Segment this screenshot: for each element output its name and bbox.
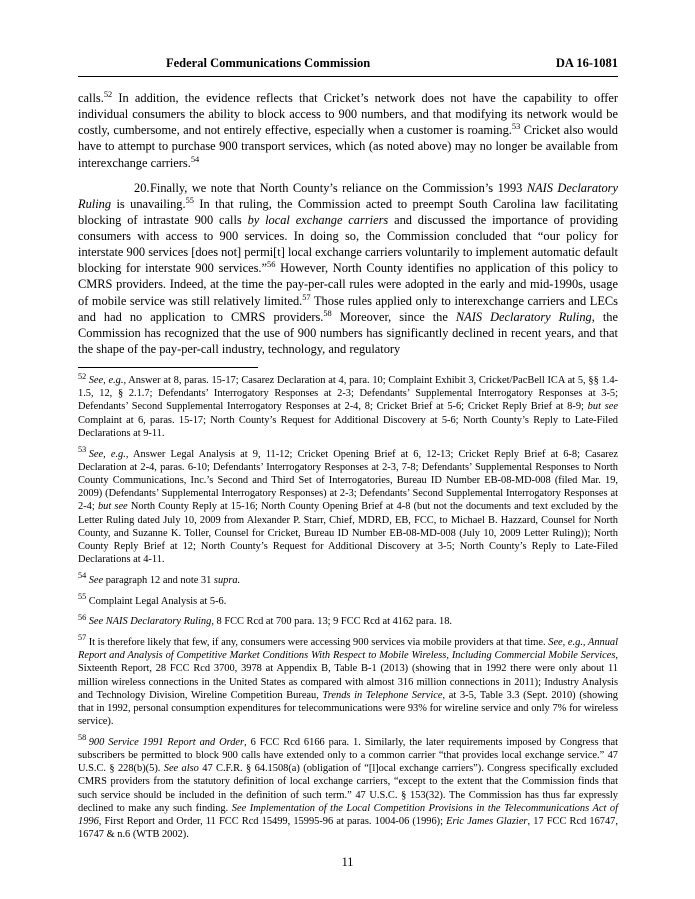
paragraph-20 <box>78 180 618 357</box>
footnote-57 <box>78 633 619 728</box>
footnote-54-text: See paragraph 12 and note 31 supra. <box>88 574 241 586</box>
header-divider <box>78 76 618 77</box>
paragraph-20-number: 20. <box>134 180 150 195</box>
footnote-56-number: 56 <box>78 612 87 622</box>
footnote-53 <box>78 445 618 567</box>
footnote-57-number: 57 <box>78 633 87 643</box>
page-header <box>78 56 618 71</box>
paragraph-19-continued: calls.$^{52}$ In addition, the evidence reflects that Cricket’s network does not have the capability to offer individual consumers the ability to block access to 900 numbers, and that modifying its network would be costly, cumbersome, and not entirely effective, especially when a customer is roaming.$^{53}$ Cricket also would have to attempt to purchase 900 transport services, which (as noted above) may no longer be available from interexchange carriers.$^{54}$ <box>78 89 618 170</box>
footnote-53-text: See, e.g., Answer Legal Analysis at 9, 11-12; Cricket Opening Brief at 6, 12-13; Cricket Reply Brief at 6-8; Casarez Declaration at 2-4, paras. 6-10; Defendants’ Interrogatory Responses at 2-3, 7-8; Defendants’ Supplemental Responses to North County Communications, Inc.’s Second and Third Set of Interrogatories, Bureau ID Number EB-08-MD-008 (filed Mar. 19, 2009) (Defendants’ Supplemental Interrogatory Responses) at 2-3; Defendants’ Second Supplemental Interrogatory Responses at 2-4; but see North County Reply at 15-16; North County Opening Brief at 4-8 (but not the documents and text excluded by the Letter Ruling dated July 10, 2009 from Alexander P. Starr, Chief, MDRD, EB, FCC, to Michael B. Hazzard, Counsel for North County, and Suzanne K. Toller, Counsel for Cricket, Bureau ID Number EB-08-MD-008 (July 10, 2009 Letter Ruling)); North County Reply Brief at 12; North County’s Request for Additional Discovery at 3-5; North County’s Reply to Late-Filed Declarations at 4-11. <box>78 448 618 566</box>
footnotes-section <box>78 371 619 849</box>
header-agency-name: Federal Communications Commission <box>166 56 371 70</box>
footnote-separator <box>78 367 258 368</box>
footnote-55 <box>78 592 618 608</box>
footnote-56 <box>78 612 618 628</box>
footnote-55-text: Complaint Legal Analysis at 5-6. <box>88 595 227 607</box>
footnote-52 <box>78 371 618 440</box>
footnote-57-text: It is therefore likely that few, if any, consumers were accessing 900 services via mobile providers at that time. See, e.g., Annual Report and Analysis of Competitive Market Conditions With Respect to Mobile Wireless, Including Commercial Mobile Services, Sixteenth Report, 28 FCC Rcd 3700, 3978 at Appendix B, Table B-1 (2013) (showing that in 1992 there were only about 11 million wireless connections in the United States as compared with almost 316 million connections in 2011); Industry Analysis and Technology Division, Wireline Competition Bureau, Trends in Telephone Service, at 3-5, Table 3.3 (Sept. 2010) (showing that in 1992, personal consumption expenditures for telecommunications were 93% for wireline service and only 7% for wireless service). <box>78 636 619 728</box>
page-number: 11 <box>341 855 354 869</box>
footnote-58-text: 900 Service 1991 Report and Order, 6 FCC Rcd 6166 para. 1. Similarly, the later requirements imposed by Congress that subscribers be permitted to block 900 calls have extended only to a common carrier “that provides local exchange service.” 47 U.S.C. § 228(b)(5). See also 47 C.F.R. § 64.1508(a) (obligation of “[l]ocal exchange carriers”). Congress specifically excluded CMRS providers from the statutory definition of local exchange carriers, “except to the extent that the Commission finds that such service should be included in the definition of such term.” 47 U.S.C. § 153(32). The Commission has thus far expressly declined to make any such finding. See Implementation of the Local Competition Provisions in the Telecommunications Act of 1996, First Report and Order, 11 FCC Rcd 15499, 15995-96 at paras. 1004-06 (1996); Eric James Glazier, 17 FCC Rcd 16747, 16747 & n.6 (WTB 2002). <box>78 736 619 841</box>
footnote-53-number: 53 <box>78 445 87 455</box>
footnote-52-text: See, e.g., Answer at 8, paras. 15-17; Casarez Declaration at 4, para. 10; Complaint Exhibit 3, Cricket/PacBell ICA at 5, §§ 1.4-1.5, 12, § 2.1.7; Defendants’ Interrogatory Responses at 2-3; Defendants’ Supplemental Interrogatory Responses at 3-5; Defendants’ Second Supplemental Interrogatory Responses at 2-4, 8; Cricket Brief at 5-6; Cricket Reply Brief at 8-9; but see Complaint at 6, paras. 15-17; North County’s Request for Additional Discovery at 5-6; North County’s Reply to Late-Filed Declarations at 9-11. <box>78 375 618 439</box>
footnote-56-text: See NAIS Declaratory Ruling, 8 FCC Rcd at 700 para. 13; 9 FCC Rcd at 4162 para. 18. <box>88 616 453 628</box>
header-document-id: DA 16-1081 <box>555 56 618 70</box>
footnote-58 <box>78 733 619 842</box>
footnote-54-number: 54 <box>78 571 87 581</box>
footnote-52-number: 52 <box>78 371 87 381</box>
footnote-58-number: 58 <box>78 733 87 743</box>
footnote-55-number: 55 <box>78 592 87 602</box>
footnote-54 <box>78 571 618 587</box>
body-text <box>78 90 618 357</box>
paragraph-20-text: Finally, we note that North County’s reliance on the Commission’s 1993 NAIS Declaratory Ruling is unavailing.$^{55}$ In that ruling, the Commission acted to preempt South Carolina law facilitating blocking of intrastate 900 calls by local exchange carriers and discussed the importance of providing consumers with access to 900 services. In doing so, the Commission concluded that “our policy for interstate 900 services [does not] permi[t] local exchange carriers voluntarily to implement automatic default blocking for interstate 900 services.”$^{56}$ However, North County identifies no application of this policy to CMRS providers. Indeed, at the time the pay-per-call rules were adopted in the early and mid-1990s, usage of mobile service was still relatively limited.$^{57}$ Those rules applied only to interexchange carriers and LECs and had no application to CMRS providers.$^{58}$ Moreover, since the NAIS Declaratory Ruling, the Commission has recognized that the use of 900 numbers has significantly declined in recent years, and that the shape of the pay-per-call industry, technology, and regulatory <box>78 180 618 356</box>
